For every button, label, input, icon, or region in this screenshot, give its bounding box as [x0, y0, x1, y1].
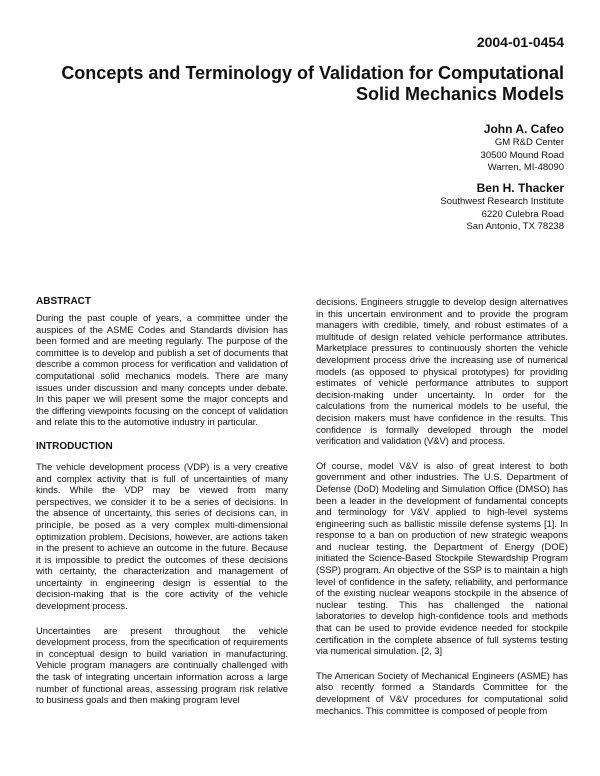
author-affiliation-line: San Antonio, TX 78238: [466, 221, 564, 232]
introduction-heading: INTRODUCTION: [36, 440, 113, 452]
author-block: [440, 181, 564, 234]
right-column: [316, 296, 568, 729]
abstract-heading: ABSTRACT: [36, 296, 91, 307]
body-paragraph: The American Society of Mechanical Engineers (ASME) has also recently formed a Standards Committee for the development of V&V procedures for computational solid mechanics. This committee is composed of people from: [316, 669, 568, 716]
author-affiliation-line: GM R&D Center: [494, 137, 564, 148]
author-affiliation-line: 6220 Culebra Road: [481, 208, 564, 220]
body-paragraph: decisions. Engineers struggle to develop design alternatives in this uncertain environment and to provide the program managers with credible, timely, and robust estimates of a multitude of design related vehicle performance attributes. Marketplace pressures to continuously shorten the vehicle development process drive the increasing use of numerical models (as opposed to physical prototypes) for providing estimates of vehicle performance attributes to support decision-making under uncertainty. In order for the calculations from the numerical models to be useful, the decision makers must have confidence in the results. This confidence is formally developed through the model verification and validation (V&V) and process.: [316, 296, 568, 447]
left-column: [36, 296, 288, 719]
body-paragraph: Uncertainties are present throughout the vehicle development process, from the specification of requirements in conceptual design to build variation in manufacturing. Vehicle program managers are continually challenged with the task of integrating uncertain information across a large number of functional areas, assessing program risk relative to business goals and then making program level: [36, 624, 288, 706]
author-name: Ben H. Thacker: [476, 181, 564, 195]
author-block: [481, 122, 564, 175]
author-affiliation-line: Warren, MI-48090: [487, 162, 564, 173]
author-name: John A. Cafeo: [483, 122, 564, 136]
author-affiliation-line: Southwest Research Institute: [440, 196, 564, 207]
paper-number: 2004-01-0454: [476, 34, 564, 50]
author-affiliation-line: 30500 Mound Road: [480, 149, 564, 161]
body-paragraph: Of course, model V&V is also of great interest to both government and other industries. The U.S. Department of Defense (DoD) Modeling and Simulation Office (DMSO) has been a leader in the development of fundamental concepts and terminology for V&V applied to high-level systems engineering such as ballistic missile defense systems [1]. In response to a ban on production of new strategic weapons and nuclear testing, the Department of Energy (DOE) initiated the Science-Based Stockpile Stewardship Program (SSP) program. An objective of the SSP is to maintain a high level of confidence in the safety, reliability, and performance of the existing nuclear weapons stockpile in the absence of nuclear testing. This has challenged the national laboratories to develop high-confidence tools and methods that can be used to provide evidence needed for stockpile certification in the complete absence of full systems testing via numerical simulation. [2, 3]: [316, 459, 568, 657]
paper-title: Concepts and Terminology of Validation for Computational Solid Mechanics Models: [61, 63, 564, 104]
abstract-text: During the past couple of years, a committee under the auspices of the ASME Codes and Standards division has been formed and are meeting regularly. The purpose of the committee is to develop and publish a set of documents that describe a common process for verification and validation of computational solid mechanics models. There are many issues under discussion and many concepts under debate. In this paper we will present some the major concepts and the differing viewpoints focusing on the concept of validation and relate this to the automotive industry in particular.: [36, 312, 288, 428]
body-paragraph: The vehicle development process (VDP) is a very creative and complex activity that is full of uncertainties of many kinds. While the VDP may be viewed from many perspectives, we consider it to be a series of decisions. In the absence of uncertainty, this series of decisions can, in principle, be posed as a very complex multi-dimensional optimization problem. Decisions, however, are actions taken in the present to achieve an outcome in the future. Because it is impossible to predict the outcomes of these decisions with certainty, the characterization and management of uncertainty in engineering design is essential to the decision-making that is the core activity of the vehicle development process.: [36, 460, 288, 612]
